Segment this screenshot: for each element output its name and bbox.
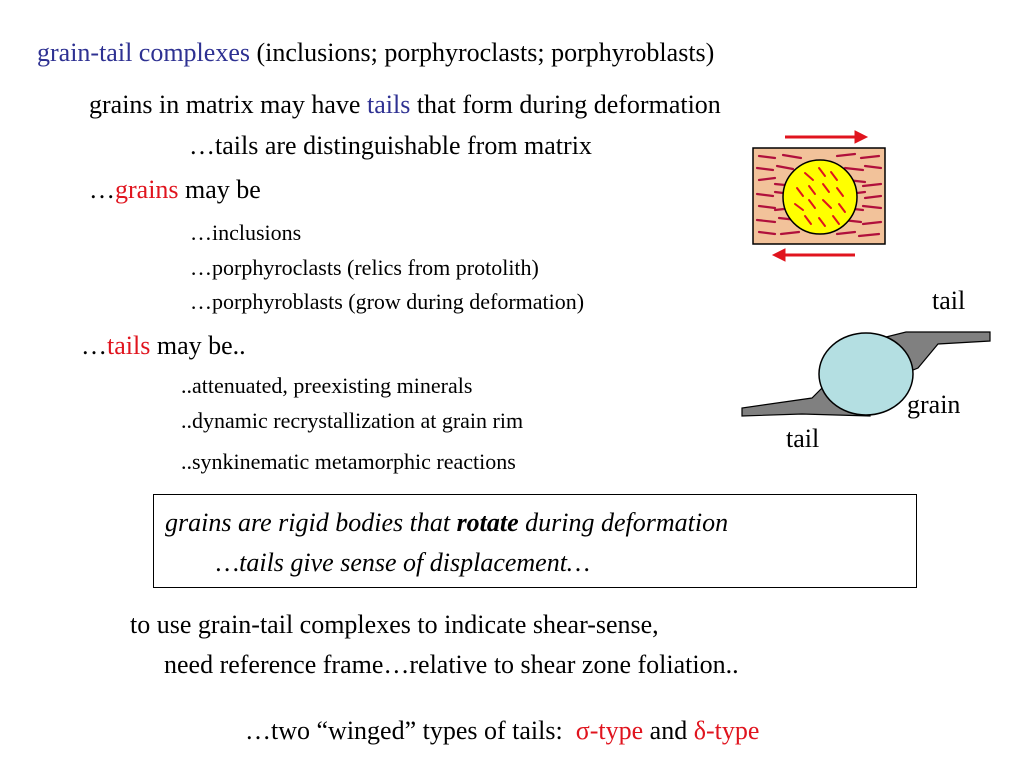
callout-text: grains are rigid bodies that: [165, 508, 457, 537]
title-rest: (inclusions; porphyroclasts; porphyroblasts): [249, 38, 715, 67]
callout-line-2: …tails give sense of displacement…: [216, 548, 591, 577]
shear-arrow-top: [785, 131, 867, 143]
grains-item: …inclusions: [190, 220, 302, 245]
intro-text-end: that form during deformation: [410, 90, 721, 119]
intro-text: grains in matrix may have: [89, 90, 367, 119]
grain-label: grain: [907, 390, 961, 419]
rotating-grain-diagram: [745, 128, 895, 264]
rotate-word: rotate: [456, 508, 519, 537]
slide-title: [37, 40, 714, 66]
callout-text-end: during deformation: [518, 508, 729, 537]
grains-item: …porphyroclasts (relics from protolith): [190, 255, 539, 280]
grains-heading: [89, 177, 261, 203]
grains-word: grains: [115, 175, 179, 204]
ellipsis: …: [81, 331, 107, 360]
footer-line-3-text: …two “winged” types of tails:: [245, 716, 576, 745]
grains-heading-rest: may be: [178, 175, 261, 204]
footer-line-2: need reference frame…relative to shear zone foliation..: [164, 650, 739, 679]
tails-heading-rest: may be..: [150, 331, 246, 360]
tails-heading: [81, 333, 246, 359]
tails-item: ..attenuated, preexisting minerals: [181, 373, 473, 398]
title-highlight: grain-tail complexes: [37, 38, 250, 67]
sigma-type: σ-type: [575, 716, 644, 745]
callout-line-1: [165, 510, 728, 536]
tails-word: tails: [107, 331, 151, 360]
shear-arrow-bottom: [773, 249, 855, 261]
footer-line-3: [232, 692, 759, 744]
tails-item: ..dynamic recrystallization at grain rim: [181, 408, 524, 433]
intro-line-1: [89, 92, 721, 118]
tails-highlight: tails: [366, 90, 411, 119]
grain-circle: [783, 160, 857, 234]
ellipsis: …: [89, 175, 115, 204]
grain-ellipse: [819, 333, 913, 415]
tails-item: ..synkinematic metamorphic reactions: [181, 449, 516, 474]
intro-line-2: …tails are distinguishable from matrix: [189, 131, 592, 160]
tail-label-bottom: tail: [786, 424, 820, 453]
delta-type: δ-type: [693, 716, 760, 745]
tail-label-top: tail: [932, 286, 966, 315]
footer-line-1: to use grain-tail complexes to indicate shear-sense,: [130, 610, 659, 639]
grains-item: …porphyroblasts (grow during deformation): [190, 289, 585, 314]
and-word: and: [643, 716, 694, 745]
